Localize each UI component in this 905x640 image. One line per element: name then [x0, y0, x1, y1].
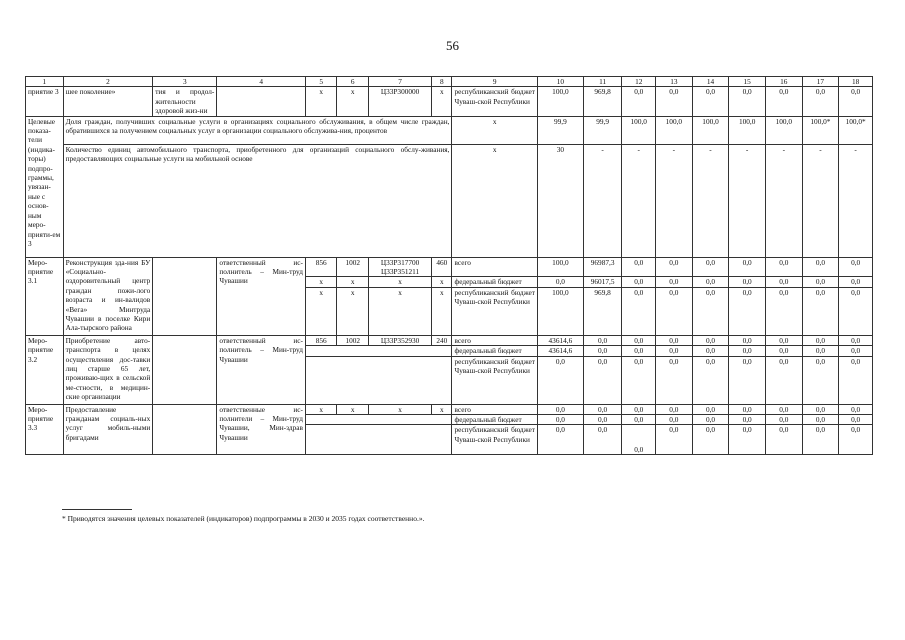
section-code: 1002 — [337, 257, 369, 277]
value-cell: 0,0 — [839, 277, 873, 287]
section-code: x — [337, 277, 369, 287]
target-value: 99,9 — [537, 116, 583, 144]
target-value: - — [656, 144, 693, 257]
value-cell: 0,0 — [622, 87, 656, 116]
grbs-code — [305, 346, 452, 356]
value-cell: 0,0 — [537, 404, 583, 414]
event-name: Предоставление гражданам социаль-ных услуг мобиль-ными бригадами — [63, 404, 153, 455]
target-value: 99,9 — [583, 116, 622, 144]
value-cell: 0,0 — [802, 425, 839, 455]
target-value: 100,0* — [802, 116, 839, 144]
target-value: 100,0 — [765, 116, 802, 144]
responsible-cell: ответственный ис-полнитель – Мин-труд Чувашии — [217, 335, 306, 404]
value-cell: 0,0 — [583, 415, 622, 425]
value-cell: 0,0 — [765, 415, 802, 425]
value-cell: 969,8 — [583, 287, 622, 335]
value-cell: 0,0 — [656, 415, 693, 425]
value-cell: 0,0 — [692, 415, 729, 425]
target-article: x — [369, 404, 432, 414]
target-text: Количество единиц автомобильного транспорта, приобретенного для организаций социального обслу-живания, предоставляющих социальные услуги на мобильной основе — [63, 144, 452, 257]
funding-source: республиканский бюджет Чуваш-ской Республики — [452, 425, 538, 455]
header-row — [26, 77, 873, 87]
target-text: Доля граждан, получивших социальные услуги в организациях социального обслуживания, в общем числе граждан, обратившихся за получением социальных услуг в организации социального обслужива-ния, процентов — [63, 116, 452, 144]
target-value: - — [802, 144, 839, 257]
expense-type: 460 — [432, 257, 452, 277]
value-cell: 43614,6 — [537, 335, 583, 345]
value-cell: 0,0 — [802, 356, 839, 404]
section-code: x — [337, 287, 369, 335]
value-cell: 0,0 — [765, 257, 802, 277]
expense-type: x — [432, 277, 452, 287]
value-cell: 969,8 — [583, 87, 622, 116]
value-cell: 0,0 — [765, 287, 802, 335]
target-article: Ц33Р317700 Ц33Р351211 — [369, 257, 432, 277]
value-cell: 0,0 — [692, 404, 729, 414]
grbs-code: 856 — [305, 257, 337, 277]
value-cell: 0,0 — [839, 404, 873, 414]
column-number-header: 12 — [622, 77, 656, 87]
grbs-code — [305, 356, 452, 404]
page-number: 56 — [446, 38, 459, 53]
event-name: шее поколение» — [63, 87, 153, 116]
grbs-code — [305, 425, 452, 455]
value-cell: 0,0 — [583, 335, 622, 345]
grbs-code: x — [305, 287, 337, 335]
value-cell: 0,0 — [839, 287, 873, 335]
value-cell: 0,0 — [656, 356, 693, 404]
value-cell: 0,0 — [692, 356, 729, 404]
event-label: Меро-приятие 3.2 — [26, 335, 64, 404]
value-cell: 0,0 — [537, 425, 583, 455]
value-cell: 0,0 — [802, 257, 839, 277]
column-number-header: 6 — [337, 77, 369, 87]
value-cell: 0,0 — [729, 356, 766, 404]
responsible-cell: ответственный ис-полнитель – Мин-труд Чувашии — [217, 257, 306, 335]
target-value: 100,0 — [729, 116, 766, 144]
value-cell: 0,0 — [583, 404, 622, 414]
targets-label: Целевые показа-тели (индика-торы) подпро-граммы, увязан-ные с основ-ным меро-прияти-ем 3 — [26, 116, 64, 257]
value-cell: 0,0 — [729, 404, 766, 414]
value-cell: 0,0 — [656, 335, 693, 345]
value-cell: 0,0 — [622, 287, 656, 335]
target-article: x — [369, 277, 432, 287]
value-cell: 100,0 — [537, 87, 583, 116]
value-cell: 0,0 — [583, 356, 622, 404]
value-cell: 0,0 — [583, 425, 622, 455]
column-number-header: 8 — [432, 77, 452, 87]
column-number-header: 14 — [692, 77, 729, 87]
value-cell: 0,0 — [729, 335, 766, 345]
value-cell: 0,0 — [537, 356, 583, 404]
expense-type: x — [432, 404, 452, 414]
section-code: x — [337, 87, 369, 116]
value-cell: 0,0 — [729, 277, 766, 287]
value-cell: 0,0 — [622, 277, 656, 287]
event-label: Меро-приятие 3.1 — [26, 257, 64, 335]
value-cell: 0,0 — [692, 277, 729, 287]
column-number-header: 4 — [217, 77, 306, 87]
footnote-divider — [62, 509, 132, 510]
grbs-code: x — [305, 404, 337, 414]
target-value: - — [765, 144, 802, 257]
value-cell: 0,0 — [802, 335, 839, 345]
table-row — [26, 257, 873, 277]
funding-source: федеральный бюджет — [452, 415, 538, 425]
funding-source: всего — [452, 257, 538, 277]
funding-source: республиканский бюджет Чуваш-ской Республики — [452, 356, 538, 404]
value-cell: 0,0 — [765, 346, 802, 356]
value-cell: 0,0 — [839, 257, 873, 277]
target-x: x — [452, 144, 538, 257]
target-value: 100,0 — [622, 116, 656, 144]
column-number-header: 3 — [153, 77, 217, 87]
value-cell: 0,0 — [622, 404, 656, 414]
column-number-header: 13 — [656, 77, 693, 87]
value-cell: 100,0 — [537, 287, 583, 335]
event-name: Реконструкция зда-ния БУ «Социально-оздоровительный центр граждан пожи-лого возраста и ин-валидов «Вега» Минтруда Чувашии в поселке Кири Ала-тырского района — [63, 257, 153, 335]
value-cell: 0,0 — [622, 335, 656, 345]
expense-type: x — [432, 287, 452, 335]
event-goal — [153, 404, 217, 455]
value-cell: 0,0 — [839, 356, 873, 404]
table-row — [26, 404, 873, 414]
funding-source: федеральный бюджет — [452, 346, 538, 356]
grbs-code: x — [305, 87, 337, 116]
value-cell: 0,0 — [729, 287, 766, 335]
column-number-header: 5 — [305, 77, 337, 87]
value-cell: 0,0 — [765, 87, 802, 116]
expense-type: x — [432, 87, 452, 116]
value-cell: 0,0 — [802, 404, 839, 414]
value-cell: 0,0 — [765, 335, 802, 345]
expense-type: 240 — [432, 335, 452, 345]
table-row — [26, 87, 873, 116]
target-value: - — [839, 144, 873, 257]
value-cell: 0,0 — [802, 346, 839, 356]
table-row — [26, 116, 873, 144]
footnote: * Приводятся значения целевых показателей (индикаторов) подпрограммы в 2030 и 2035 годах соответственно.». — [62, 514, 425, 523]
grbs-code: 856 — [305, 335, 337, 345]
column-number-header: 2 — [63, 77, 153, 87]
event-goal: тия и продол-жительности здоровой жиз-ни — [153, 87, 217, 116]
value-cell: 0,0 — [839, 425, 873, 455]
program-table — [25, 76, 873, 455]
value-cell: 0,0 — [802, 415, 839, 425]
value-cell: 0,0 — [622, 415, 656, 425]
column-number-header: 15 — [729, 77, 766, 87]
value-cell: 0,0 — [656, 346, 693, 356]
value-cell: 0,0 — [765, 277, 802, 287]
event-label: Меро-приятие 3.3 — [26, 404, 64, 455]
column-number-header: 9 — [452, 77, 538, 87]
value-cell: 0,0 — [622, 425, 656, 455]
value-cell: 0,0 — [656, 287, 693, 335]
value-cell: 0,0 — [656, 87, 693, 116]
target-value: - — [583, 144, 622, 257]
value-cell: 0,0 — [537, 415, 583, 425]
value-cell: 0,0 — [802, 87, 839, 116]
value-cell: 0,0 — [765, 404, 802, 414]
column-number-header: 11 — [583, 77, 622, 87]
value-cell: 96017,5 — [583, 277, 622, 287]
value-cell: 0,0 — [537, 277, 583, 287]
value-cell: 0,0 — [656, 257, 693, 277]
column-number-header: 16 — [765, 77, 802, 87]
column-number-header: 18 — [839, 77, 873, 87]
funding-source: федеральный бюджет — [452, 277, 538, 287]
event-goal — [153, 257, 217, 335]
value-cell: 0,0 — [839, 335, 873, 345]
column-number-header: 17 — [802, 77, 839, 87]
value-cell: 0,0 — [692, 335, 729, 345]
target-article: Ц33Р300000 — [369, 87, 432, 116]
value-cell: 0,0 — [729, 257, 766, 277]
responsible-cell: ответственные ис-полнители – Мин-труд Чувашии, Мин-здрав Чувашии — [217, 404, 306, 455]
value-cell: 0,0 — [622, 356, 656, 404]
value-cell: 0,0 — [622, 346, 656, 356]
table-row — [26, 335, 873, 345]
value-cell: 0,0 — [656, 404, 693, 414]
target-value: 30 — [537, 144, 583, 257]
target-article: x — [369, 287, 432, 335]
section-code: x — [337, 404, 369, 414]
column-number-header: 1 — [26, 77, 64, 87]
value-cell: 0,0 — [622, 257, 656, 277]
value-cell: 100,0 — [537, 257, 583, 277]
value-cell: 0,0 — [839, 346, 873, 356]
value-cell: 0,0 — [692, 287, 729, 335]
value-cell: 0,0 — [839, 87, 873, 116]
value-cell: 0,0 — [656, 277, 693, 287]
grbs-code — [305, 415, 452, 425]
value-cell: 0,0 — [656, 425, 693, 455]
value-cell: 0,0 — [692, 425, 729, 455]
event-label: приятие 3 — [26, 87, 64, 116]
value-cell: 0,0 — [765, 356, 802, 404]
value-cell: 0,0 — [692, 87, 729, 116]
value-cell: 0,0 — [729, 415, 766, 425]
value-cell: 0,0 — [765, 425, 802, 455]
value-cell: 0,0 — [802, 277, 839, 287]
value-cell: 0,0 — [802, 287, 839, 335]
event-name: Приобретение авто-транспорта в целях осуществления дос-тавки лиц старше 65 лет, проживаю-щих в сельской ме-стности, в медицин-ские организации — [63, 335, 153, 404]
target-value: 100,0 — [656, 116, 693, 144]
funding-source: республиканский бюджет Чуваш-ской Республики — [452, 87, 538, 116]
event-goal — [153, 335, 217, 404]
responsible-cell — [217, 87, 306, 116]
column-number-header: 10 — [537, 77, 583, 87]
target-value: 100,0* — [839, 116, 873, 144]
target-x: x — [452, 116, 538, 144]
value-cell: 0,0 — [729, 87, 766, 116]
target-value: - — [692, 144, 729, 257]
value-cell: 0,0 — [583, 346, 622, 356]
value-cell: 0,0 — [839, 415, 873, 425]
table-row — [26, 144, 873, 257]
funding-source: республиканский бюджет Чуваш-ской Республики — [452, 287, 538, 335]
target-article: Ц33Р352930 — [369, 335, 432, 345]
value-cell: 96987,3 — [583, 257, 622, 277]
target-value: - — [729, 144, 766, 257]
value-cell: 0,0 — [692, 346, 729, 356]
target-value: 100,0 — [692, 116, 729, 144]
column-number-header: 7 — [369, 77, 432, 87]
funding-source: всего — [452, 404, 538, 414]
section-code: 1002 — [337, 335, 369, 345]
grbs-code: x — [305, 277, 337, 287]
funding-source: всего — [452, 335, 538, 345]
value-cell: 0,0 — [729, 425, 766, 455]
value-cell: 43614,6 — [537, 346, 583, 356]
value-cell: 0,0 — [729, 346, 766, 356]
target-value: - — [622, 144, 656, 257]
value-cell: 0,0 — [692, 257, 729, 277]
